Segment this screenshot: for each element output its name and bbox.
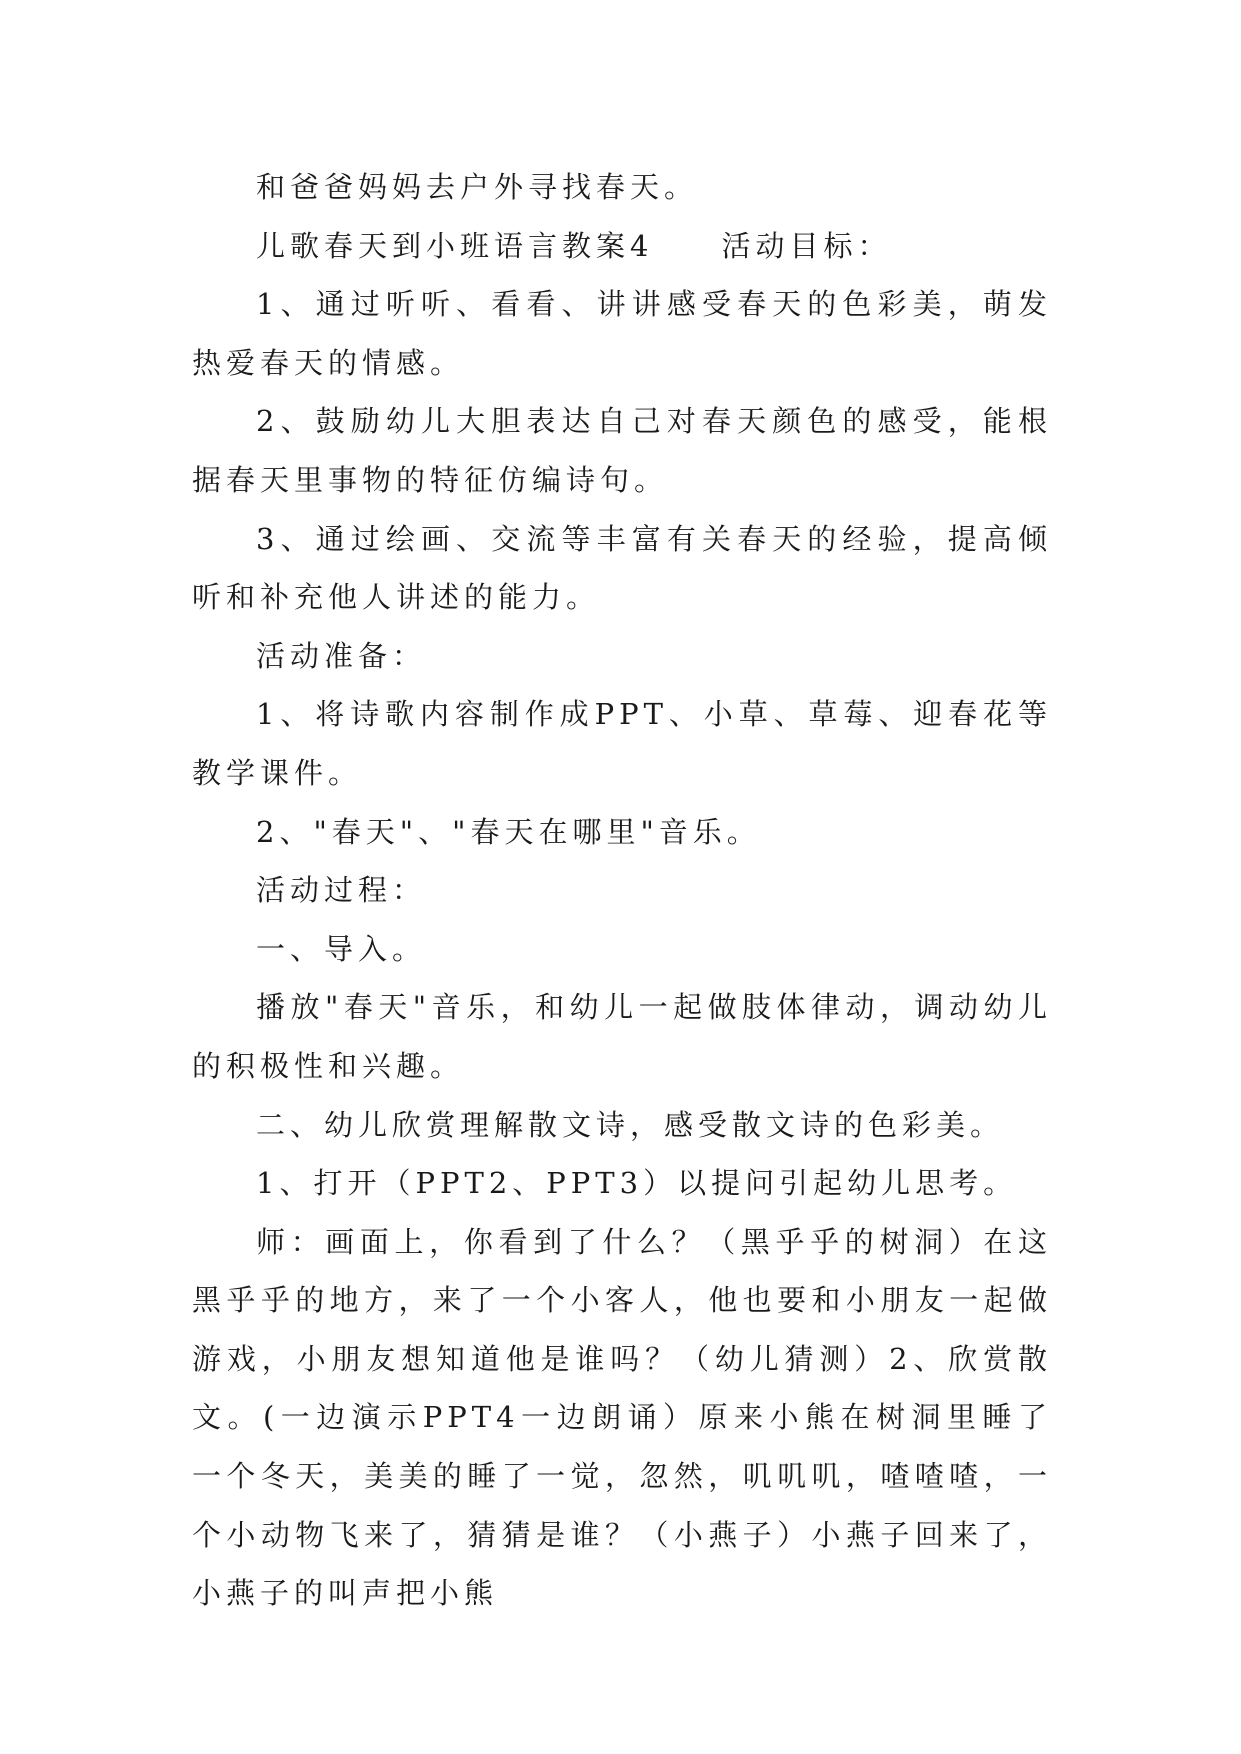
heading-process: 活动过程：: [256, 873, 427, 908]
preparation-item-1: 1、将诗歌内容制作成PPT、小草、草莓、迎春花等教学课件。: [192, 697, 1052, 790]
goal-item-2: 2、鼓励幼儿大胆表达自己对春天颜色的感受，能根据春天里事物的特征仿编诗句。: [192, 404, 1052, 497]
process-step-1-body: 播放"春天"音乐，和幼儿一起做肢体律动，调动幼儿的积极性和兴趣。: [192, 990, 1052, 1083]
section-heading-lesson-4: 儿歌春天到小班语言教案4 活动目标：: [256, 228, 892, 263]
process-step-2-item-1: 1、打开（PPT2、PPT3）以提问引起幼儿思考。: [256, 1166, 1018, 1201]
preparation-item-2: 2、"春天"、"春天在哪里"音乐。: [256, 814, 761, 849]
document-body: [192, 158, 1052, 1623]
goal-item-1: 1、通过听听、看看、讲讲感受春天的色彩美，萌发热爱春天的情感。: [192, 287, 1052, 380]
heading-preparation: 活动准备：: [256, 638, 427, 673]
paragraph-1: 和爸爸妈妈去户外寻找春天。: [256, 170, 699, 204]
process-step-1-heading: 一、导入。: [256, 931, 427, 966]
process-step-2-heading: 二、幼儿欣赏理解散文诗，感受散文诗的色彩美。: [256, 1107, 1005, 1142]
teacher-dialogue: 师：画面上，你看到了什么？（黑乎乎的树洞）在这黑乎乎的地方，来了一个小客人，他也要和小朋友一起做游戏，小朋友想知道他是谁吗？（幼儿猜测）2、欣赏散文。(一边演示PPT4一边朗诵）原来小熊在树洞里睡了一个冬天，美美的睡了一觉，忽然，叽叽叽，喳喳喳，一个小动物飞来了，猜猜是谁？（小燕子）小燕子回来了，小燕子的叫声把小熊: [192, 1224, 1052, 1611]
goal-item-3: 3、通过绘画、交流等丰富有关春天的经验，提高倾听和补充他人讲述的能力。: [192, 521, 1052, 615]
